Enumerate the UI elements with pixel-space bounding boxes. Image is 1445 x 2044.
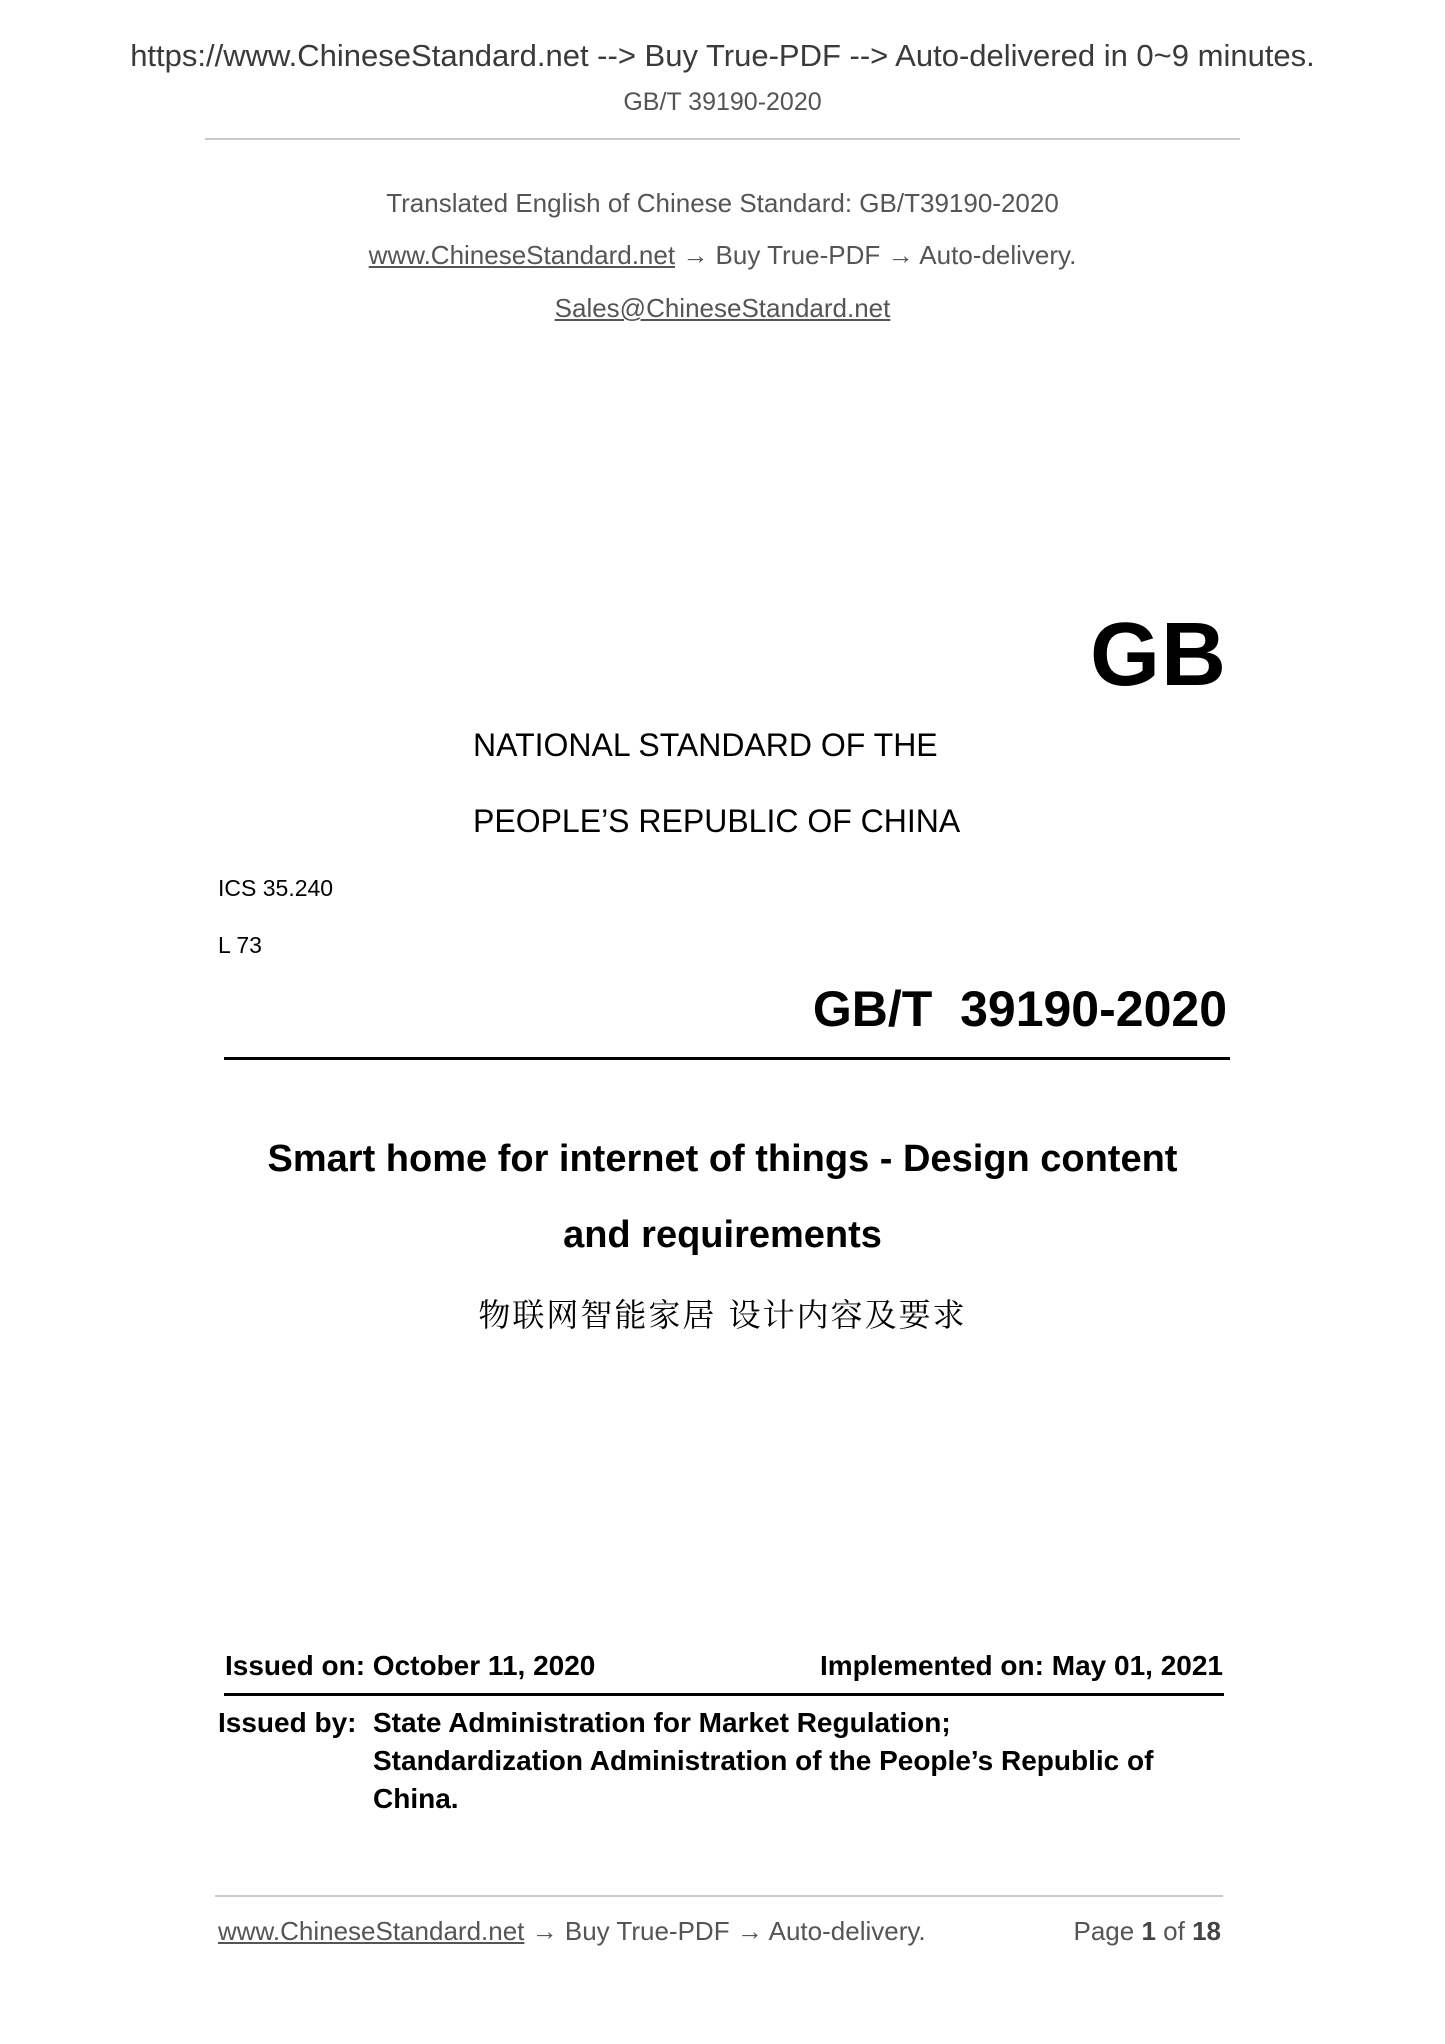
footer-purchase-line <box>218 1916 926 1947</box>
issuer-line: Standardization Administration of the People’s Republic of <box>373 1745 1154 1776</box>
site-link[interactable]: www.ChineseStandard.net <box>368 240 676 270</box>
page-total: 18 <box>1192 1916 1221 1946</box>
gb-logo: GB <box>1090 605 1227 705</box>
sales-email-link[interactable]: Sales@ChineseStandard.net <box>554 293 891 323</box>
title-english-line1: Smart home for internet of things - Design content <box>267 1138 1178 1180</box>
page-indicator <box>1073 1916 1221 1947</box>
arrow-right-icon: → <box>736 1916 763 1946</box>
sales-line <box>0 293 1445 324</box>
footer-site-link[interactable]: www.ChineseStandard.net <box>218 1916 525 1946</box>
standard-number-divider <box>224 1057 1230 1060</box>
issued-on-date: Issued on: October 11, 2020 <box>225 1650 596 1681</box>
page-of: of <box>1163 1916 1185 1946</box>
purchase-line <box>0 240 1445 271</box>
header-divider <box>205 138 1240 140</box>
footer-auto-delivery-text: Auto-delivery. <box>768 1916 926 1946</box>
title-chinese: 物联网智能家居 设计内容及要求 <box>478 1296 967 1334</box>
page-label: Page <box>1073 1916 1135 1946</box>
buy-text: Buy True-PDF <box>715 240 881 270</box>
issue-divider <box>224 1693 1224 1696</box>
top-banner: https://www.ChineseStandard.net --> Buy True-PDF --> Auto-delivered in 0~9 minutes. <box>130 38 1315 73</box>
arrow-right-icon: → <box>682 240 709 270</box>
national-standard-line1: NATIONAL STANDARD OF THE <box>473 727 938 763</box>
implemented-on-date: Implemented on: May 01, 2021 <box>819 1650 1223 1681</box>
arrow-right-icon: → <box>887 240 914 270</box>
title-english-line2: and requirements <box>563 1214 882 1256</box>
page-current: 1 <box>1141 1916 1156 1946</box>
national-standard-line2: PEOPLE’S REPUBLIC OF CHINA <box>473 803 961 839</box>
header-standard-code: GB/T 39190-2020 <box>623 88 822 116</box>
arrow-right-icon: → <box>531 1916 558 1946</box>
auto-delivery-text: Auto-delivery. <box>919 240 1077 270</box>
issued-by-label: Issued by: <box>218 1707 357 1738</box>
standard-number: GB/T 39190-2020 <box>812 981 1227 1037</box>
issuer-line: China. <box>373 1783 459 1814</box>
ics-code: ICS 35.240 <box>218 875 334 901</box>
ccs-code: L 73 <box>218 932 262 958</box>
issuer-line: State Administration for Market Regulation; <box>373 1707 951 1738</box>
footer-buy-text: Buy True-PDF <box>564 1916 730 1946</box>
translated-notice: Translated English of Chinese Standard: GB/T39190-2020 <box>386 188 1059 218</box>
footer-divider <box>215 1895 1223 1897</box>
